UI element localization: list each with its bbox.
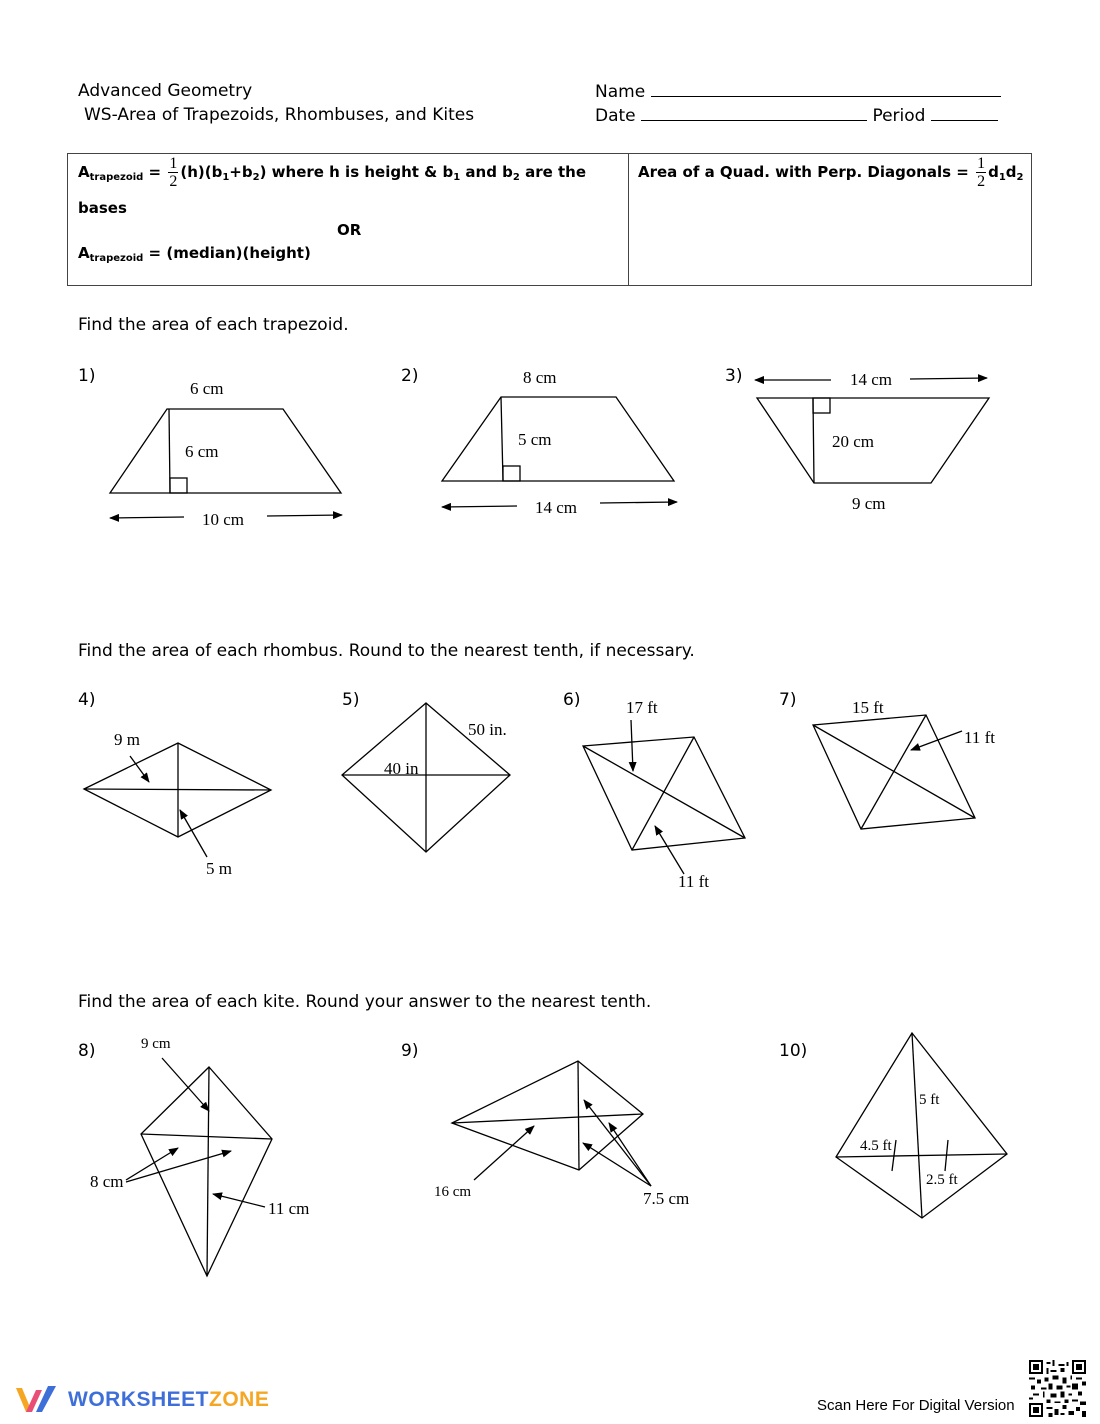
trapezoid-instructions: Find the area of each trapezoid. (78, 315, 349, 335)
problem-6-number: 6) (563, 690, 581, 710)
p10-label-3: 2.5 ft (926, 1172, 958, 1188)
p8-label-1: 9 cm (141, 1036, 171, 1052)
kite-8 (126, 1058, 272, 1276)
course-title: Advanced Geometry (78, 81, 253, 101)
rhombus-6 (583, 720, 745, 874)
rhombus-instructions: Find the area of each rhombus. Round to the nearest tenth, if necessary. (78, 641, 695, 661)
problem-4-number: 4) (78, 690, 96, 710)
problem-3-number: 3) (725, 366, 743, 386)
problem-2-number: 2) (401, 366, 419, 386)
brand-name: WORKSHEETZONE (68, 1388, 270, 1411)
kite-10 (836, 1033, 1007, 1218)
trapezoid-formula-2: $A_{trapezoid}$ = (median)(height) (78, 244, 311, 264)
worksheetzone-logo-icon (14, 1384, 60, 1416)
kite-9 (452, 1061, 651, 1186)
problem-10-number: 10) (779, 1041, 808, 1061)
p6-label-1: 17 ft (626, 698, 658, 717)
name-label: Name (595, 82, 646, 102)
half-fraction-2: $\frac{1}{2}$ (977, 155, 986, 190)
problem-8-number: 8) (78, 1041, 96, 1061)
problem-7-number: 7) (779, 690, 797, 710)
trapezoid-formula-1: $A_{trapezoid}$ = $\frac{1}{2}$ $(h)(b_1+b_2)$ where h is height & $b_1$ and $b_2$ are the (78, 155, 587, 190)
figure-labels (90, 368, 995, 1218)
p9-label-1: 16 cm (434, 1184, 472, 1200)
p9-label-2: 7.5 cm (643, 1189, 690, 1208)
trapezoid-3 (755, 378, 989, 483)
p2-bottom-base-label: 14 cm (535, 498, 578, 517)
p5-diagonal-label: 40 in (384, 759, 419, 778)
p1-bottom-base-label: 10 cm (202, 510, 245, 529)
qr-code-icon[interactable] (1029, 1360, 1086, 1417)
p7-label-1: 15 ft (852, 698, 884, 717)
half-fraction: $\frac{1}{2}$ (169, 155, 178, 190)
or-word: OR (337, 221, 362, 239)
worksheet-title: WS-Area of Trapezoids, Rhombuses, and Kites (84, 105, 475, 125)
p3-height-label: 20 cm (832, 432, 875, 451)
date-label: Date (595, 106, 636, 126)
p2-top-base-label: 8 cm (523, 368, 557, 387)
quad-formula: Area of a Quad. with Perp. Diagonals = $\frac{1}{2}$ $d_1d_2$ (638, 155, 1024, 190)
p2-height-label: 5 cm (518, 430, 552, 449)
problem-1-number: 1) (78, 366, 96, 386)
p1-top-base-label: 6 cm (190, 379, 224, 398)
kite-instructions: Find the area of each kite. Round your answer to the nearest tenth. (78, 992, 652, 1012)
scan-text: Scan Here For Digital Version (817, 1397, 1015, 1414)
p4-diagonal-label-2: 5 m (206, 859, 232, 878)
trapezoid-2 (442, 397, 677, 507)
rhombus-4 (84, 743, 271, 857)
p7-label-2: 11 ft (964, 728, 996, 747)
p10-label-1: 5 ft (919, 1092, 940, 1108)
p5-side-label: 50 in. (468, 720, 507, 739)
p3-top-base-label: 14 cm (850, 370, 893, 389)
p6-label-2: 11 ft (678, 872, 710, 891)
p8-label-2: 8 cm (90, 1172, 124, 1191)
p8-label-3: 11 cm (268, 1199, 310, 1218)
problem-5-number: 5) (342, 690, 360, 710)
bases-word: bases (78, 199, 127, 217)
p4-diagonal-label-1: 9 m (114, 730, 140, 749)
period-label: Period (872, 106, 926, 126)
p10-label-2: 4.5 ft (860, 1138, 892, 1154)
p1-height-label: 6 cm (185, 442, 219, 461)
problem-9-number: 9) (401, 1041, 419, 1061)
p3-bottom-base-label: 9 cm (852, 494, 886, 513)
trapezoid-1 (110, 409, 342, 518)
rhombus-7 (813, 715, 975, 829)
